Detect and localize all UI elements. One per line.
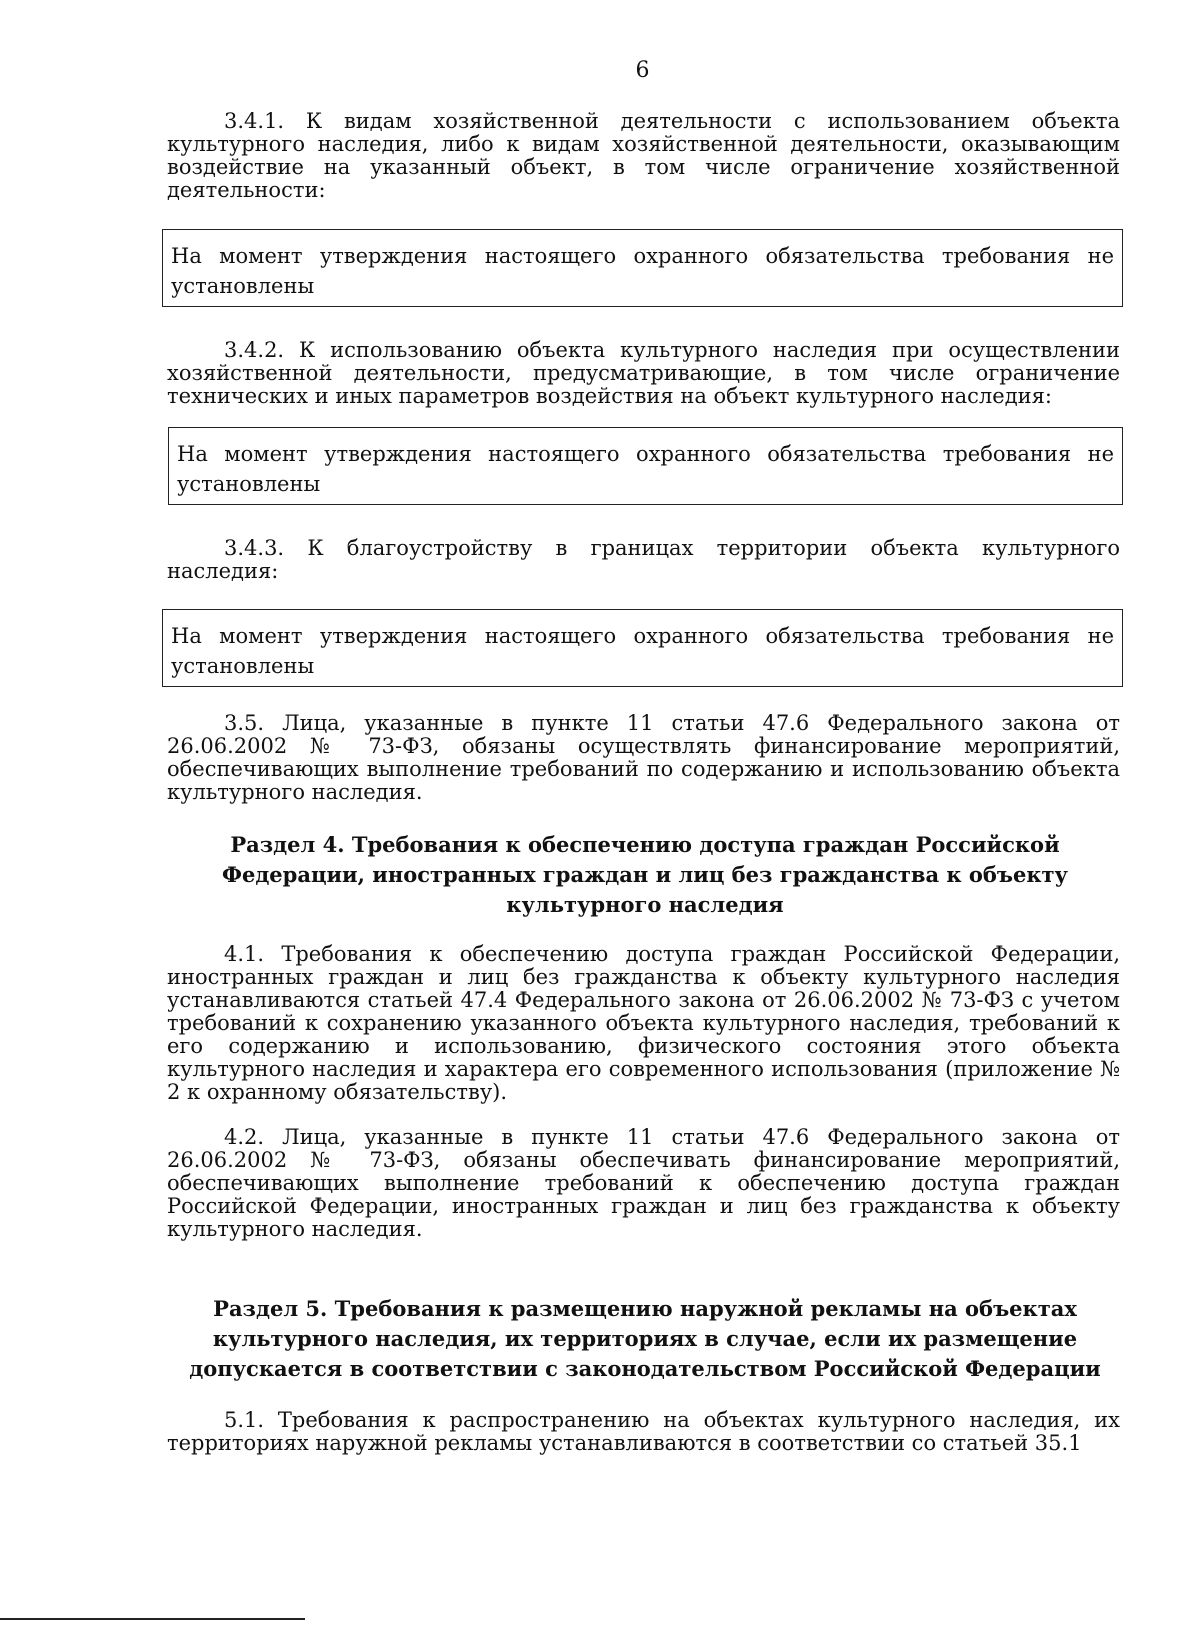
requirements-box-2: На момент утверждения настоящего охранного обязательства требования не установлены bbox=[168, 427, 1123, 505]
section-5-heading-line-1: Раздел 5. Требования к размещению наружной рекламы на объектах bbox=[213, 1296, 1077, 1321]
section-4-heading bbox=[160, 830, 1130, 920]
paragraph-3-5: 3.5. Лица, указанные в пункте 11 статьи 47.6 Федерального закона от 26.06.2002 № 73-ФЗ, обязаны осуществлять финансирование мероприятий, обеспечивающих выполнение требований по содержанию и использованию объекта культурного наследия. bbox=[167, 711, 1120, 804]
requirements-box-1: На момент утверждения настоящего охранного обязательства требования не установлены bbox=[162, 229, 1123, 307]
footer-rule bbox=[0, 1618, 305, 1620]
paragraph-3-4-1: 3.4.1. К видам хозяйственной деятельности с использованием объекта культурного наследия, либо к видам хозяйственной деятельности, оказывающим воздействие на указанный объект, в том числе ограничение хозяйственной деятельности: bbox=[167, 109, 1120, 202]
section-5-heading bbox=[160, 1294, 1130, 1384]
section-5-heading-line-2: культурного наследия, их территориях в случае, если их размещение bbox=[212, 1326, 1078, 1351]
paragraph-3-4-3: 3.4.3. К благоустройству в границах территории объекта культурного наследия: bbox=[167, 536, 1120, 583]
paragraph-4-2: 4.2. Лица, указанные в пункте 11 статьи 47.6 Федерального закона от 26.06.2002 № 73-ФЗ, обязаны обеспечивать финансирование мероприятий, обеспечивающих выполнение требований к обеспечению доступа граждан Российской Федерации, иностранных граждан и лиц без гражданства к объекту культурного наследия. bbox=[167, 1125, 1120, 1241]
paragraph-4-1: 4.1. Требования к обеспечению доступа граждан Российской Федерации, иностранных граждан и лиц без гражданства к объекту культурного наследия устанавливаются статьей 47.4 Федерального закона от 26.06.2002 № 73-ФЗ с учетом требований к сохранению указанного объекта культурного наследия, требований к его содержанию и использованию, физического состояния этого объекта культурного наследия и характера его современного использования (приложение № 2 к охранному обязательству). bbox=[167, 942, 1120, 1104]
paragraph-5-1: 5.1. Требования к распространению на объектах культурного наследия, их территориях наружной рекламы устанавливаются в соответствии со статьей 35.1 bbox=[167, 1408, 1120, 1455]
section-4-heading-line-1: Раздел 4. Требования к обеспечению доступа граждан Российской bbox=[230, 832, 1060, 857]
requirements-box-3: На момент утверждения настоящего охранного обязательства требования не установлены bbox=[162, 609, 1123, 687]
section-4-heading-line-3: культурного наследия bbox=[506, 892, 784, 917]
page-number: 6 bbox=[635, 58, 650, 83]
paragraph-3-4-2: 3.4.2. К использованию объекта культурного наследия при осуществлении хозяйственной деятельности, предусматривающие, в том числе ограничение технических и иных параметров воздействия на объект культурного наследия: bbox=[167, 338, 1120, 408]
section-5-heading-line-3: допускается в соответствии с законодательством Российской Федерации bbox=[189, 1356, 1101, 1381]
section-4-heading-line-2: Федерации, иностранных граждан и лиц без гражданства к объекту bbox=[222, 862, 1068, 887]
